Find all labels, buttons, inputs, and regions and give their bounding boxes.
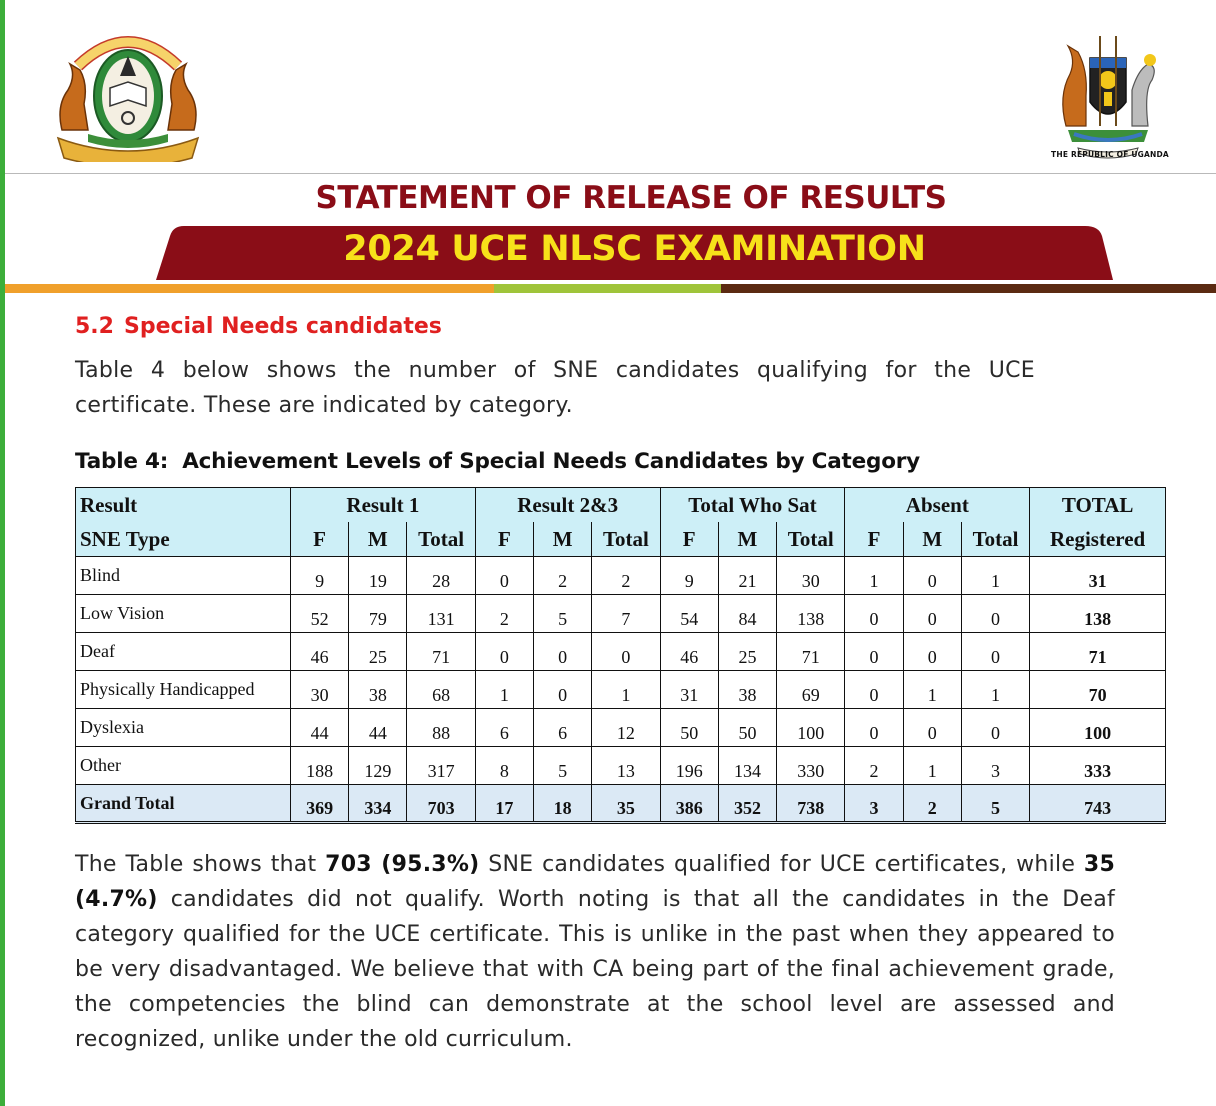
qualified-figure: 703 (95.3%): [325, 852, 480, 877]
value-cell: 0: [903, 633, 961, 671]
value-cell: 30: [290, 671, 348, 709]
summary-paragraph: [75, 847, 1115, 1057]
accent-stripe-orange: [5, 284, 494, 293]
uneb-crest-logo: [48, 26, 208, 162]
value-cell: 38: [718, 671, 776, 709]
header-cell: M: [349, 522, 407, 557]
header-cell: F: [475, 522, 533, 557]
header-cell: Total: [407, 522, 475, 557]
value-cell: 0: [961, 595, 1029, 633]
category-cell: Low Vision: [76, 595, 291, 633]
value-cell: 2: [534, 557, 592, 595]
value-cell: 0: [534, 671, 592, 709]
value-cell: 31: [660, 671, 718, 709]
total-cell: 17: [475, 785, 533, 823]
value-cell: 50: [660, 709, 718, 747]
value-cell: 134: [718, 747, 776, 785]
header-total: TOTAL: [1030, 488, 1166, 523]
value-cell: 0: [961, 633, 1029, 671]
value-cell: 5: [534, 747, 592, 785]
header-divider: [5, 173, 1216, 174]
accent-stripe-brown: [721, 284, 1216, 293]
value-cell: 54: [660, 595, 718, 633]
value-cell: 3: [961, 747, 1029, 785]
sne-results-table: [75, 487, 1166, 824]
category-cell: Dyslexia: [76, 709, 291, 747]
table-row: [76, 709, 1166, 747]
value-cell: 44: [290, 709, 348, 747]
value-cell: 0: [592, 633, 660, 671]
value-cell: 71: [777, 633, 845, 671]
republic-caption: THE REPUBLIC OF UGANDA: [1051, 150, 1169, 159]
value-cell: 12: [592, 709, 660, 747]
summary-text: The Table shows that: [75, 852, 326, 877]
value-cell: 52: [290, 595, 348, 633]
value-cell: 0: [475, 633, 533, 671]
value-cell: 0: [845, 671, 903, 709]
value-cell: 0: [534, 633, 592, 671]
value-cell: 1: [903, 747, 961, 785]
table-caption-text: Achievement Levels of Special Needs Candidates by Category: [182, 449, 920, 474]
table-caption-label: Table 4:: [75, 449, 169, 474]
category-cell: Blind: [76, 557, 291, 595]
value-cell: 30: [777, 557, 845, 595]
value-cell: 138: [777, 595, 845, 633]
value-cell: 330: [777, 747, 845, 785]
total-cell: 369: [290, 785, 348, 823]
value-cell: 13: [592, 747, 660, 785]
value-cell: 2: [475, 595, 533, 633]
header-result: Result: [76, 488, 291, 523]
value-cell: 79: [349, 595, 407, 633]
value-cell: 28: [407, 557, 475, 595]
banner-title: 2024 UCE NLSC EXAMINATION: [343, 229, 926, 269]
value-cell: 1: [961, 671, 1029, 709]
header-cell: M: [534, 522, 592, 557]
header-cell: M: [718, 522, 776, 557]
value-cell: 196: [660, 747, 718, 785]
table-row: [76, 671, 1166, 709]
table-row: [76, 747, 1166, 785]
header-result-2-3: Result 2&3: [475, 488, 660, 523]
value-cell: 68: [407, 671, 475, 709]
value-cell: 8: [475, 747, 533, 785]
total-cell: 2: [903, 785, 961, 823]
section-title: Special Needs candidates: [123, 314, 442, 339]
value-cell: 88: [407, 709, 475, 747]
header-cell: Total: [961, 522, 1029, 557]
registered-cell: 138: [1030, 595, 1166, 633]
value-cell: 1: [592, 671, 660, 709]
value-cell: 0: [961, 709, 1029, 747]
accent-stripe-green: [494, 284, 721, 293]
header-registered: Registered: [1030, 522, 1166, 557]
total-cell: 5: [961, 785, 1029, 823]
header-cell: Total: [777, 522, 845, 557]
header-cell: F: [660, 522, 718, 557]
value-cell: 84: [718, 595, 776, 633]
category-cell: Physically Handicapped: [76, 671, 291, 709]
value-cell: 317: [407, 747, 475, 785]
value-cell: 71: [407, 633, 475, 671]
value-cell: 0: [475, 557, 533, 595]
value-cell: 0: [845, 595, 903, 633]
value-cell: 100: [777, 709, 845, 747]
value-cell: 1: [903, 671, 961, 709]
total-cell: 334: [349, 785, 407, 823]
left-margin-rule: [0, 0, 5, 1106]
value-cell: 2: [845, 747, 903, 785]
value-cell: 38: [349, 671, 407, 709]
value-cell: 9: [290, 557, 348, 595]
total-cell: 352: [718, 785, 776, 823]
registered-cell: 31: [1030, 557, 1166, 595]
value-cell: 46: [290, 633, 348, 671]
header-cell: F: [845, 522, 903, 557]
table-caption: [75, 449, 920, 474]
value-cell: 69: [777, 671, 845, 709]
value-cell: 21: [718, 557, 776, 595]
grand-total-label: Grand Total: [76, 785, 291, 823]
value-cell: 9: [660, 557, 718, 595]
category-cell: Other: [76, 747, 291, 785]
value-cell: 0: [845, 709, 903, 747]
not-qualified-figure: 35 (4.7%): [75, 852, 1116, 912]
value-cell: 188: [290, 747, 348, 785]
grand-total-row: [76, 785, 1166, 823]
total-cell: 18: [534, 785, 592, 823]
total-cell: 3: [845, 785, 903, 823]
header-result-1: Result 1: [290, 488, 475, 523]
value-cell: 131: [407, 595, 475, 633]
value-cell: 5: [534, 595, 592, 633]
value-cell: 19: [349, 557, 407, 595]
value-cell: 0: [845, 633, 903, 671]
value-cell: 129: [349, 747, 407, 785]
intro-paragraph: Table 4 below shows the number of SNE candidates qualifying for the UCE certificate. These are indicated by category.: [75, 358, 1035, 418]
total-cell: 35: [592, 785, 660, 823]
table-row: [76, 595, 1166, 633]
value-cell: 44: [349, 709, 407, 747]
category-cell: Deaf: [76, 633, 291, 671]
value-cell: 25: [718, 633, 776, 671]
registered-cell: 333: [1030, 747, 1166, 785]
value-cell: 7: [592, 595, 660, 633]
total-registered-cell: 743: [1030, 785, 1166, 823]
table-row: [76, 633, 1166, 671]
table-group-header-row: [76, 488, 1166, 523]
value-cell: 46: [660, 633, 718, 671]
header-cell: M: [903, 522, 961, 557]
value-cell: 25: [349, 633, 407, 671]
value-cell: 6: [534, 709, 592, 747]
document-title: STATEMENT OF RELEASE OF RESULTS: [315, 180, 947, 216]
total-cell: 703: [407, 785, 475, 823]
summary-text: candidates did not qualify. Worth noting is that all the candidates in the Deaf category qualified for the UCE certificate. This is unlike in the past when they appeared to be very disadvantaged. We believe that with CA being part of the final achievement grade, the competencies the blind can demonstrate at the school level are assessed and recognized, unlike under the old curriculum.: [75, 887, 1115, 1052]
header-sne-type: SNE Type: [76, 522, 291, 557]
table-sub-header-row: [76, 522, 1166, 557]
header-total-who-sat: Total Who Sat: [660, 488, 845, 523]
summary-text: SNE candidates qualified for UCE certificates, while: [479, 852, 1084, 877]
header-absent: Absent: [845, 488, 1030, 523]
value-cell: 50: [718, 709, 776, 747]
value-cell: 1: [845, 557, 903, 595]
header-cell: F: [290, 522, 348, 557]
total-cell: 386: [660, 785, 718, 823]
value-cell: 2: [592, 557, 660, 595]
value-cell: 1: [961, 557, 1029, 595]
registered-cell: 100: [1030, 709, 1166, 747]
registered-cell: 70: [1030, 671, 1166, 709]
value-cell: 0: [903, 557, 961, 595]
uganda-coat-of-arms-logo: [1048, 30, 1168, 164]
table-row: [76, 557, 1166, 595]
value-cell: 0: [903, 709, 961, 747]
header-cell: Total: [592, 522, 660, 557]
value-cell: 0: [903, 595, 961, 633]
value-cell: 1: [475, 671, 533, 709]
registered-cell: 71: [1030, 633, 1166, 671]
total-cell: 738: [777, 785, 845, 823]
value-cell: 6: [475, 709, 533, 747]
section-heading: [75, 314, 442, 339]
section-number: 5.2: [75, 314, 114, 339]
